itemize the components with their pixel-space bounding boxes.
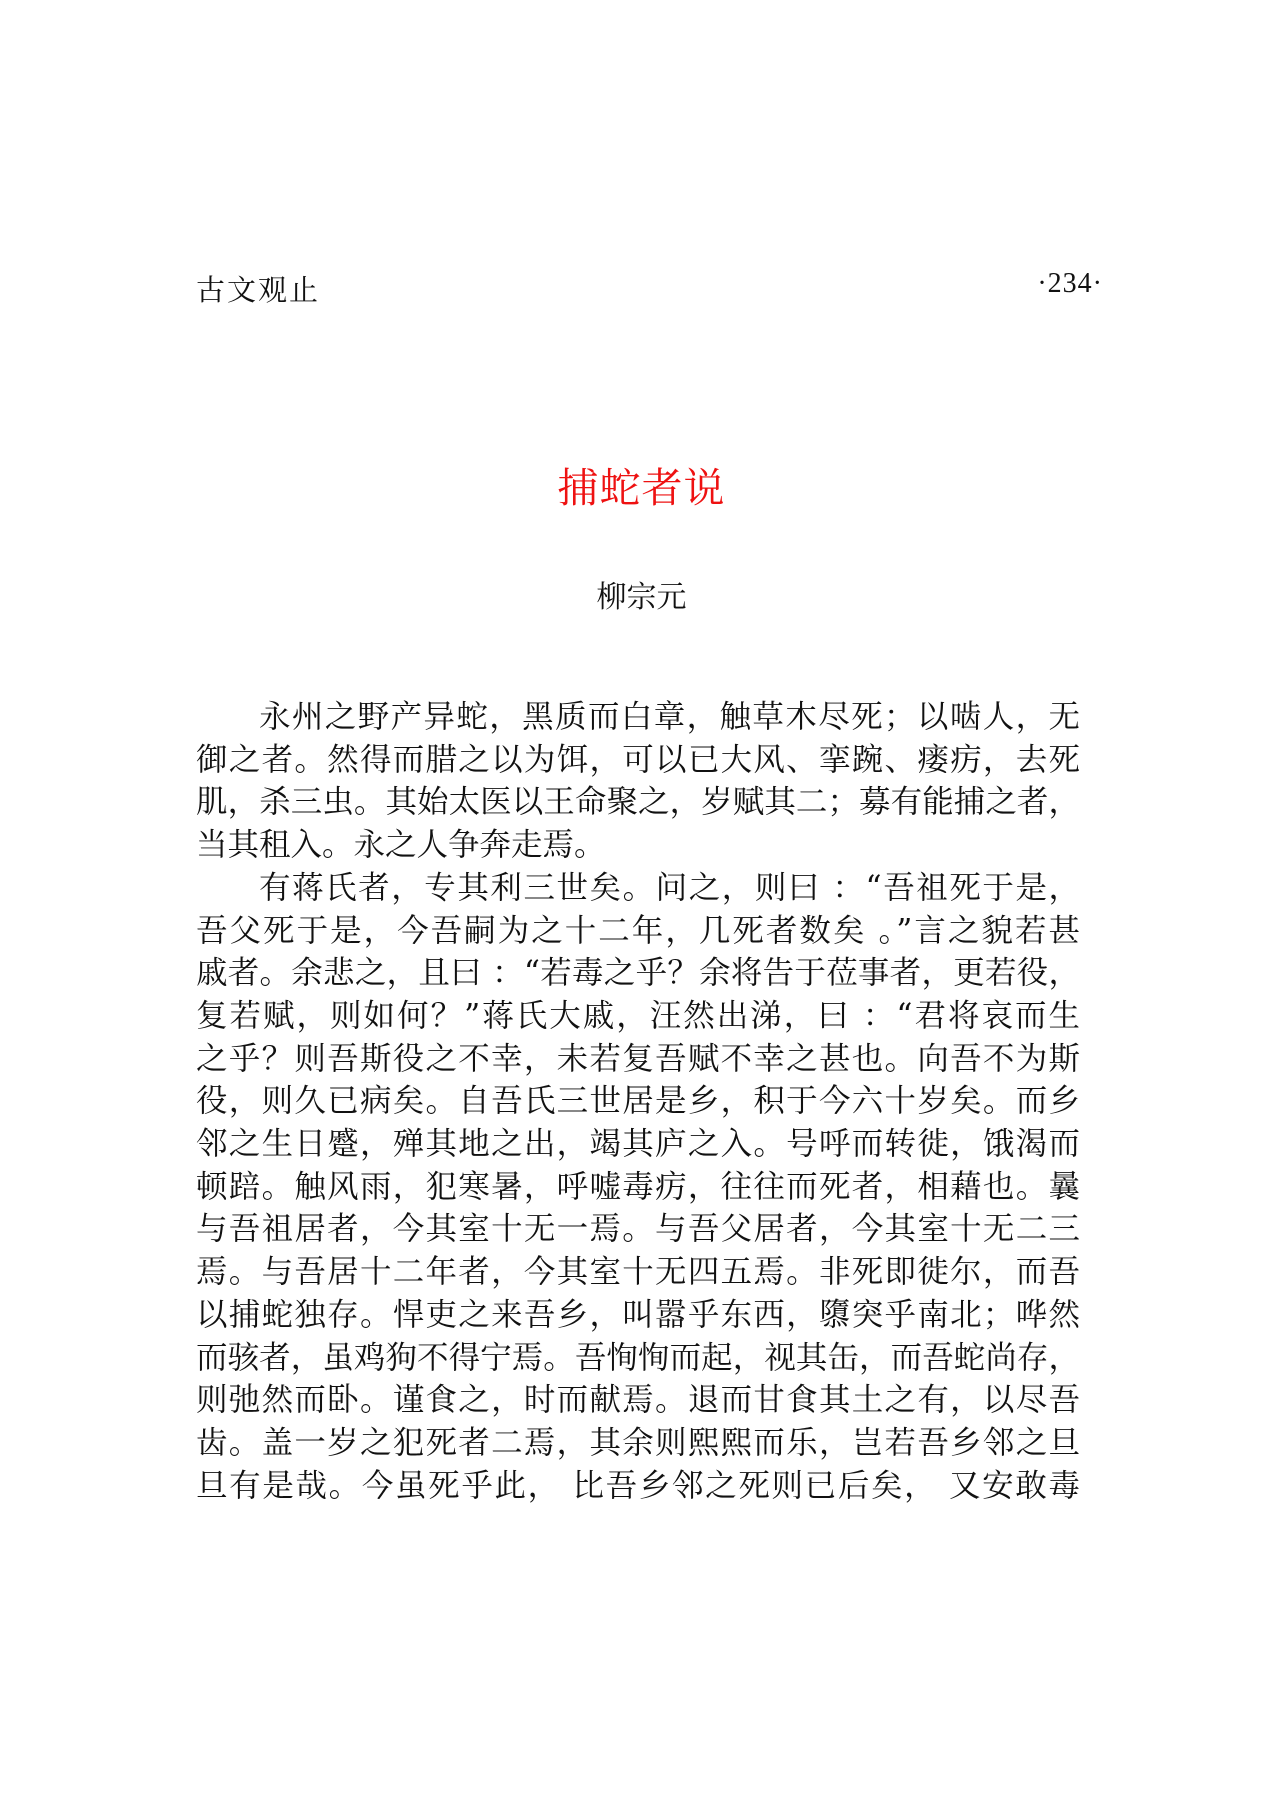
- text-line: 役，则久已病矣。自吾氏三世居是乡，积于今六十岁矣。而乡: [196, 1083, 1080, 1120]
- text-line: 御之者。然得而腊之以为饵，可以已大风、挛踠、瘘疠，去死: [196, 741, 1080, 778]
- text-line: 永州之野产异蛇，黑质而白章，触草木尽死；以啮人，无: [259, 699, 1080, 735]
- text-line: 戚者。余悲之，且曰 ：“若毒之乎？余将告于莅事者，更若役，: [196, 955, 1080, 992]
- article-title: 捕蛇者说: [557, 464, 726, 512]
- running-head: 古文观止: [196, 273, 321, 307]
- text-line: 以捕蛇独存。悍吏之来吾乡，叫嚣乎东西，隳突乎南北；哗然: [196, 1296, 1080, 1333]
- text-line: 与吾祖居者，今其室十无一焉。与吾父居者，今其室十无二三: [196, 1211, 1080, 1248]
- text-line: 有蒋氏者，专其利三世矣。问之，则曰 ：“吾祖死于是，: [259, 869, 1080, 906]
- text-line: 复若赋，则如何？”蒋氏大戚，汪然出涕，曰 ：“君将哀而生: [196, 997, 1080, 1034]
- text-line: 之乎？则吾斯役之不幸，未若复吾赋不幸之甚也。向吾不为斯: [196, 1040, 1080, 1077]
- text-line: 当其租入。永之人争奔走焉。: [196, 827, 606, 864]
- text-line: 旦有是哉。今虽死乎此， 比吾乡邻之死则已后矣， 又安敢毒: [196, 1467, 1080, 1504]
- text-line: 吾父死于是，今吾嗣为之十二年，几死者数矣 。”言之貌若甚: [196, 912, 1080, 949]
- body-text: [196, 696, 1080, 1507]
- text-line: 则弛然而卧。谨食之，时而献焉。退而甘食其土之有，以尽吾: [196, 1382, 1080, 1419]
- article-author: 柳宗元: [596, 580, 687, 615]
- text-line: 顿踣。触风雨，犯寒暑，呼嘘毒疠，往往而死者，相藉也。曩: [196, 1168, 1080, 1205]
- text-line: 齿。盖一岁之犯死者二焉，其余则熙熙而乐，岂若吾乡邻之旦: [196, 1424, 1080, 1461]
- page-number: ·234·: [1037, 268, 1103, 299]
- text-line: 而骇者，虽鸡狗不得宁焉。吾恂恂而起，视其缶，而吾蛇尚存，: [196, 1339, 1080, 1376]
- text-line: 焉。与吾居十二年者，今其室十无四五焉。非死即徙尔，而吾: [196, 1254, 1080, 1291]
- text-line: 邻之生日蹙，殚其地之出，竭其庐之入。号呼而转徙，饿渴而: [196, 1126, 1080, 1163]
- text-line: 肌，杀三虫。其始太医以王命聚之，岁赋其二；募有能捕之者，: [196, 784, 1080, 821]
